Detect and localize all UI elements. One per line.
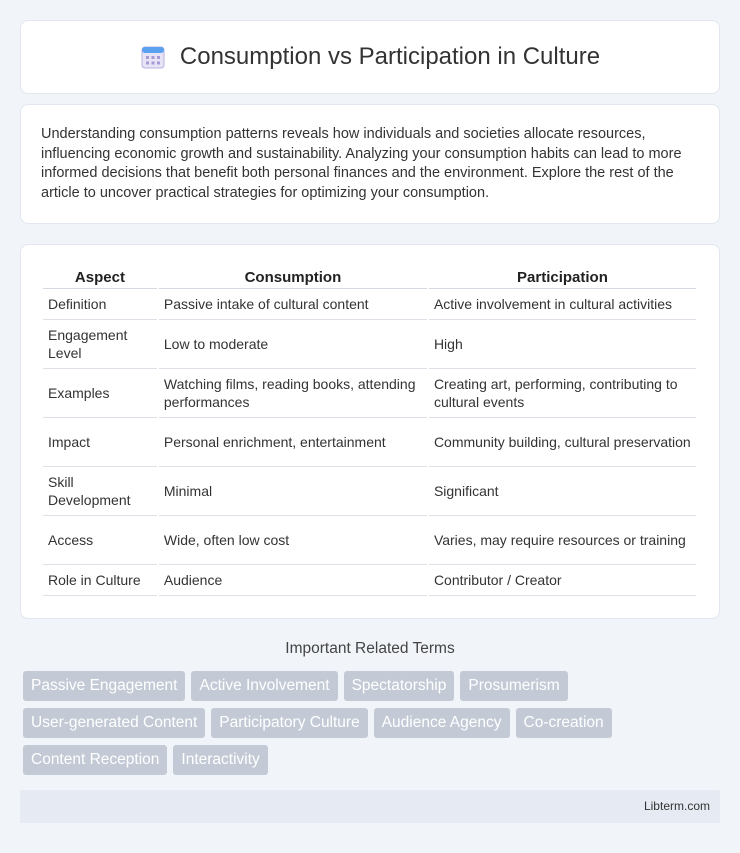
header-participation: Participation [429, 265, 696, 289]
tag-prosumerism[interactable]: Prosumerism [460, 671, 567, 701]
row-aspect: Access [43, 516, 157, 565]
tag-audience-agency[interactable]: Audience Agency [374, 708, 510, 738]
calendar-icon [140, 44, 166, 70]
row-aspect: Impact [43, 418, 157, 467]
intro-card [20, 104, 720, 224]
tag-row [23, 745, 723, 775]
tag-row [23, 671, 723, 701]
header-consumption: Consumption [159, 265, 427, 289]
tag-participatory-culture[interactable]: Participatory Culture [211, 708, 367, 738]
table-row [43, 467, 696, 516]
tag-interactivity[interactable]: Interactivity [173, 745, 267, 775]
footer-site-link[interactable]: Libterm.com [643, 799, 710, 813]
row-consumption: Wide, often low cost [159, 516, 427, 565]
table-row [43, 516, 696, 565]
row-consumption: Watching films, reading books, attending performances [159, 369, 427, 418]
row-aspect: Examples [43, 369, 157, 418]
table-row [43, 289, 696, 320]
row-consumption: Low to moderate [159, 320, 427, 369]
comparison-table [41, 265, 698, 596]
tag-user-generated-content[interactable]: User-generated Content [23, 708, 205, 738]
row-consumption: Audience [159, 565, 427, 596]
row-aspect: Role in Culture [43, 565, 157, 596]
row-participation: High [429, 320, 696, 369]
row-consumption: Passive intake of cultural content [159, 289, 427, 320]
row-participation: Active involvement in cultural activities [429, 289, 696, 320]
intro-paragraph: Understanding consumption patterns reveals how individuals and societies allocate resources, influencing economic growth and sustainability. Analyzing your consumption habits can lead to more informed decisions that benefit both personal finances and the environment. Explore the rest of the article to uncover practical strategies for optimizing your consumption. [41, 126, 682, 201]
row-consumption: Minimal [159, 467, 427, 516]
row-aspect: Definition [43, 289, 157, 320]
table-row [43, 565, 696, 596]
row-participation: Community building, cultural preservation [429, 418, 696, 467]
row-participation: Contributor / Creator [429, 565, 696, 596]
tag-co-creation[interactable]: Co-creation [516, 708, 612, 738]
row-aspect: Engagement Level [43, 320, 157, 369]
header-aspect: Aspect [43, 265, 157, 289]
row-participation: Creating art, performing, contributing to cultural events [429, 369, 696, 418]
related-terms-title: Important Related Terms [285, 640, 455, 657]
tag-content-reception[interactable]: Content Reception [23, 745, 167, 775]
row-participation: Significant [429, 467, 696, 516]
related-tags [23, 671, 723, 782]
table-row [43, 369, 696, 418]
comparison-card [20, 244, 720, 619]
row-consumption: Personal enrichment, entertainment [159, 418, 427, 467]
table-header-row [43, 265, 696, 289]
tag-spectatorship[interactable]: Spectatorship [344, 671, 455, 701]
table-row [43, 418, 696, 467]
row-participation: Varies, may require resources or training [429, 516, 696, 565]
table-row [43, 320, 696, 369]
tag-passive-engagement[interactable]: Passive Engagement [23, 671, 185, 701]
footer [20, 790, 720, 823]
page-title: Consumption vs Participation in Culture [179, 43, 601, 70]
row-aspect: Skill Development [43, 467, 157, 516]
tag-row [23, 708, 723, 738]
tag-active-involvement[interactable]: Active Involvement [191, 671, 337, 701]
header-card [20, 20, 720, 94]
